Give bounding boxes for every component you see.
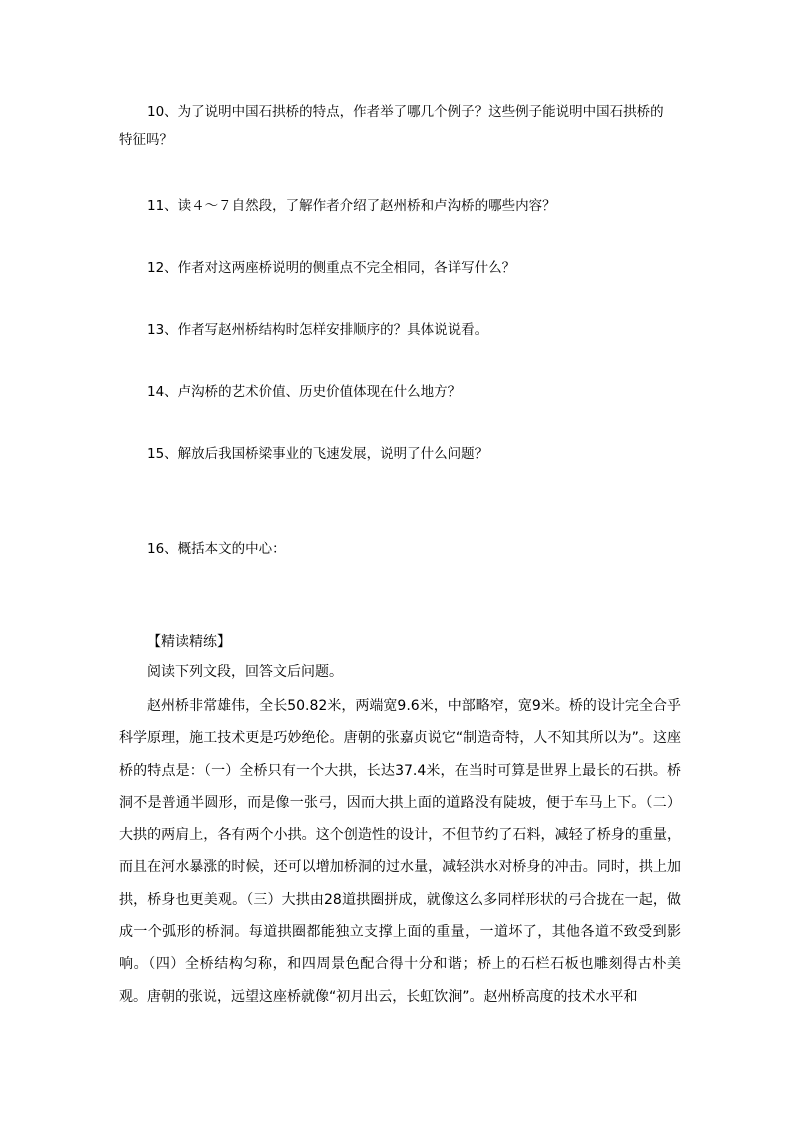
question-10-line2: 特征吗？ <box>119 132 173 148</box>
question-15: 15、解放后我国桥梁事业的飞速发展，说明了什么问题？ <box>147 446 489 462</box>
question-13: 13、作者写赵州桥结构时怎样安排顺序的？具体说说看。 <box>147 322 489 338</box>
section-heading: 【精读精练】 <box>147 634 231 650</box>
section-instruction: 阅读下列文段，回答文后问题。 <box>147 664 343 680</box>
question-11: 11、读４～７自然段，了解作者介绍了赵州桥和卢沟桥的哪些内容？ <box>147 198 556 214</box>
reading-passage: 赵州桥非常雄伟，全长50.82米，两端宽9.6米，中部略窄，宽9米。桥的设计完全合乎科学原理，施工技术更是巧妙绝伦。唐朝的张嘉贞说它“制造奇特，人不知其所以为”。这座桥的特点是：（一）全桥只有一个大拱，长达37.4米，在当时可算是世界上最长的石拱。桥洞不是普通半圆形，而是像一张弓，因而大拱上面的道路没有陡坡，便于车马上下。（二）大拱的两肩上，各有两个小拱。这个创造性的设计，不但节约了石料，减轻了桥身的重量，而且在河水暴涨的时候，还可以增加桥洞的过水量，减轻洪水对桥身的冲击。同时，拱上加拱，桥身也更美观。（三）大拱由28道拱圈拼成，就像这么多同样形状的弓合拢在一起，做成一个弧形的桥洞。每道拱圈都能独立支撑上面的重量，一道坏了，其他各道不致受到影响。（四）全桥结构匀称，和四周景色配合得十分和谐；桥上的石栏石板也雕刻得古朴美观。唐朝的张说，远望这座桥就像“初月出云，长虹饮涧”。赵州桥高度的技术水平和 <box>119 698 681 1005</box>
question-14: 14、卢沟桥的艺术价值、历史价值体现在什么地方？ <box>147 384 462 400</box>
question-10-line1: 10、为了说明中国石拱桥的特点，作者举了哪几个例子？这些例子能说明中国石拱桥的 <box>147 104 664 120</box>
question-16: 16、概括本文的中心： <box>147 541 286 557</box>
question-12: 12、作者对这两座桥说明的侧重点不完全相同，各详写什么？ <box>147 260 516 276</box>
question-10 <box>119 98 679 154</box>
